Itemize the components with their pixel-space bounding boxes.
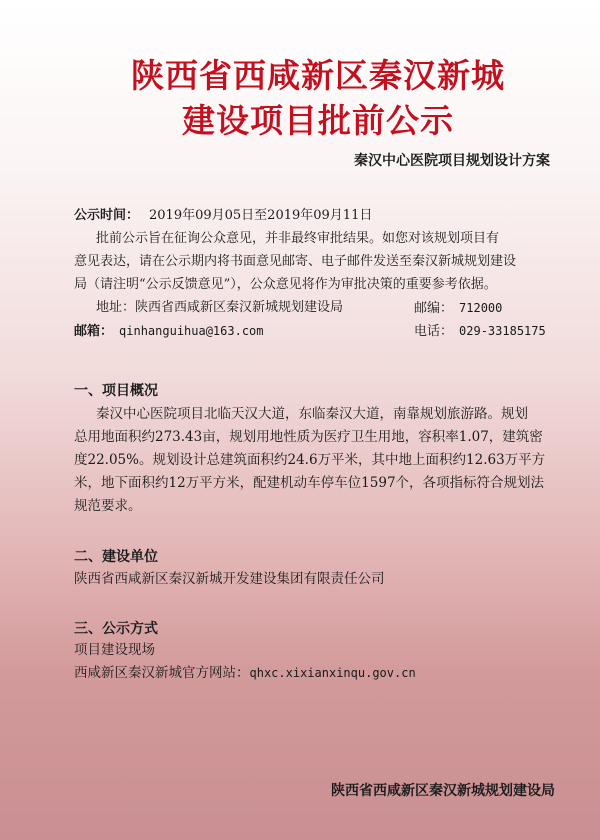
method-website-link[interactable]: qhxc.xixianxinqu.gov.cn	[249, 666, 416, 680]
intro-line-3: 局（请注明“公示反馈意见”），公众意见将作为审批决策的重要参考依据。	[74, 277, 497, 292]
overview-line-2: 总用地面积约273.43亩，规划用地性质为医疗卫生用地，容积率1.07，建筑密	[74, 429, 543, 445]
address-label: 地址：	[96, 300, 136, 315]
section-method-heading: 三、公示方式	[74, 621, 158, 637]
page-title-line2: 建设项目批前公示	[182, 101, 454, 140]
overview-line-4: 米，地下面积约12万平方米，配建机动车停车位1597个，各项指标符合规划法	[74, 475, 545, 491]
email-value[interactable]: qinhanguihua@163.com	[119, 324, 264, 338]
phone-label: 电话：	[414, 324, 454, 339]
overview-line-3: 度22.05%。规划设计总建筑面积约24.6万平米，其中地上面积约12.63万平方	[74, 452, 546, 468]
section-builder-heading: 二、建设单位	[74, 549, 158, 565]
method-website-label: 西咸新区秦汉新城官方网站：	[74, 665, 250, 681]
section-project-overview-heading: 一、项目概况	[74, 383, 158, 399]
builder-name: 陕西省西咸新区秦汉新城开发建设集团有限责任公司	[74, 571, 385, 587]
phone-row	[414, 320, 546, 343]
phone-value: 029-33185175	[459, 324, 546, 338]
postcode-row	[414, 297, 502, 320]
postcode-value: 712000	[459, 301, 503, 315]
overview-line-5: 规范要求。	[74, 498, 142, 514]
publicity-time-label: 公示时间：	[74, 208, 140, 223]
issuer-signature: 陕西省西咸新区秦汉新城规划建设局	[331, 783, 555, 799]
intro-line-2: 意见表达，请在公示期内将书面意见邮寄、电子邮件发送至秦汉新城规划建设	[74, 254, 517, 269]
publicity-time	[74, 205, 372, 227]
address-row	[96, 297, 343, 319]
address-value: 陕西省西咸新区秦汉新城规划建设局	[135, 300, 344, 315]
project-subtitle: 秦汉中心医院项目规划设计方案	[354, 153, 550, 169]
publicity-time-value: 2019年09月05日至2019年09月11日	[149, 208, 373, 223]
intro-line-1: 批前公示旨在征询公众意见，并非最终审批结果。如您对该规划项目有	[96, 231, 500, 246]
method-site: 项目建设现场	[74, 642, 155, 658]
page-title-line1: 陕西省西咸新区秦汉新城	[131, 56, 505, 95]
email-row	[74, 320, 264, 343]
method-website-row	[74, 662, 416, 685]
overview-line-1: 秦汉中心医院项目北临天汉大道，东临秦汉大道，南靠规划旅游路。规划	[96, 406, 528, 422]
postcode-label: 邮编：	[414, 301, 454, 316]
email-label: 邮箱：	[74, 324, 114, 339]
